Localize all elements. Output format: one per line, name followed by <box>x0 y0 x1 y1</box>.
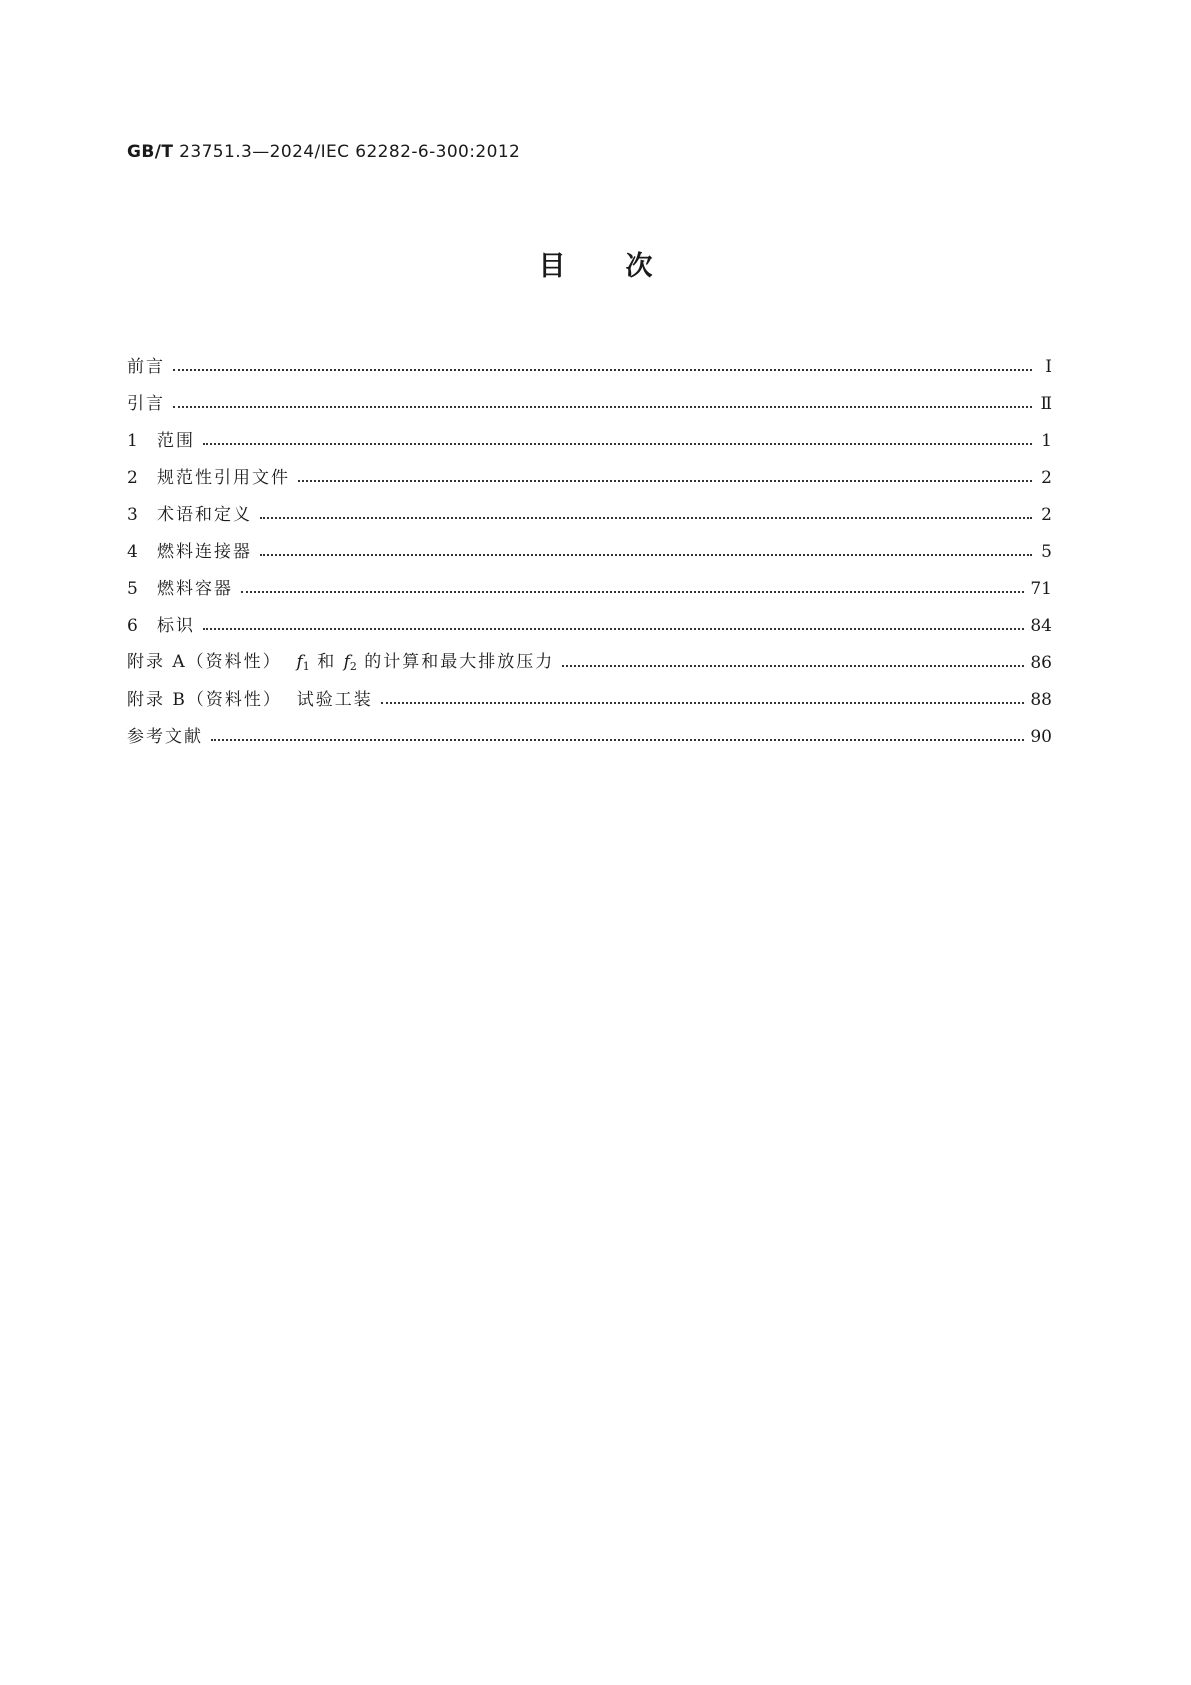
toc-entry-page: 84 <box>1030 616 1052 636</box>
toc-entry-number: 3 <box>127 505 138 525</box>
toc-title-char-1: 目 <box>538 251 566 282</box>
dot-leader <box>260 554 1032 556</box>
toc-entry-label: 参考文献 <box>127 727 203 747</box>
annex-a-title-rest: 的计算和最大排放压力 <box>356 652 555 672</box>
toc-entry-introduction[interactable] <box>127 377 1052 414</box>
toc-entry-page: 90 <box>1030 727 1052 747</box>
toc-entry-page: 1 <box>1041 431 1052 451</box>
toc-entry-page: Ⅱ <box>1040 394 1052 414</box>
toc-entry-normative-references[interactable] <box>127 451 1052 488</box>
toc-entry-label: 燃料容器 <box>157 579 233 599</box>
toc-title <box>0 244 1191 283</box>
annex-prefix: 附录 A（资料性） <box>127 652 282 672</box>
standard-prefix: GB/T <box>127 142 174 162</box>
toc-entry-page: 2 <box>1041 468 1052 488</box>
toc-entry-marking[interactable] <box>127 599 1052 636</box>
toc-entry-page: 71 <box>1030 579 1052 599</box>
toc-entry-label: 规范性引用文件 <box>157 468 290 488</box>
toc-entry-scope[interactable] <box>127 414 1052 451</box>
subscript-2: 2 <box>349 660 357 673</box>
dot-leader <box>173 406 1032 408</box>
toc-entry-page: Ⅰ <box>1045 357 1052 377</box>
dot-leader <box>211 739 1024 741</box>
toc-entry-number: 4 <box>127 542 138 562</box>
dot-leader <box>173 369 1032 371</box>
toc-entry-page: 88 <box>1030 690 1052 710</box>
toc-entry-annex-a[interactable] <box>127 636 1052 673</box>
variable-f1: f <box>296 652 303 672</box>
variable-f2: f <box>343 652 350 672</box>
standard-number: 23751.3—2024/IEC 62282-6-300:2012 <box>173 142 521 162</box>
toc-entry-page: 86 <box>1030 653 1052 673</box>
table-of-contents <box>127 340 1052 747</box>
dot-leader <box>381 702 1025 704</box>
toc-entry-label: 附录 B（资料性） 试验工装 <box>127 690 373 710</box>
toc-entry-page: 2 <box>1041 505 1052 525</box>
dot-leader <box>298 480 1032 482</box>
dot-leader <box>203 628 1024 630</box>
toc-entry-number: 5 <box>127 579 138 599</box>
dot-leader <box>562 665 1024 667</box>
toc-entry-annex-b[interactable] <box>127 673 1052 710</box>
conjunction: 和 <box>309 652 344 672</box>
toc-entry-number: 2 <box>127 468 138 488</box>
toc-entry-label: 术语和定义 <box>157 505 252 525</box>
standard-code-header <box>127 142 520 162</box>
toc-entry-label: 范围 <box>157 431 195 451</box>
toc-entry-label: 标识 <box>157 616 195 636</box>
toc-entry-label: 前言 <box>127 357 165 377</box>
toc-entry-page: 5 <box>1041 542 1052 562</box>
toc-entry-fuel-containers[interactable] <box>127 562 1052 599</box>
toc-entry-foreword[interactable] <box>127 340 1052 377</box>
subscript-1: 1 <box>302 660 310 673</box>
toc-entry-label: 引言 <box>127 394 165 414</box>
dot-leader <box>260 517 1032 519</box>
toc-entry-number: 6 <box>127 616 138 636</box>
toc-entry-label <box>127 647 554 673</box>
toc-title-char-2: 次 <box>625 251 653 282</box>
toc-entry-bibliography[interactable] <box>127 710 1052 747</box>
dot-leader <box>203 443 1032 445</box>
toc-entry-terms-definitions[interactable] <box>127 488 1052 525</box>
dot-leader <box>241 591 1024 593</box>
toc-entry-number: 1 <box>127 431 138 451</box>
toc-entry-label: 燃料连接器 <box>157 542 252 562</box>
toc-entry-fuel-connectors[interactable] <box>127 525 1052 562</box>
